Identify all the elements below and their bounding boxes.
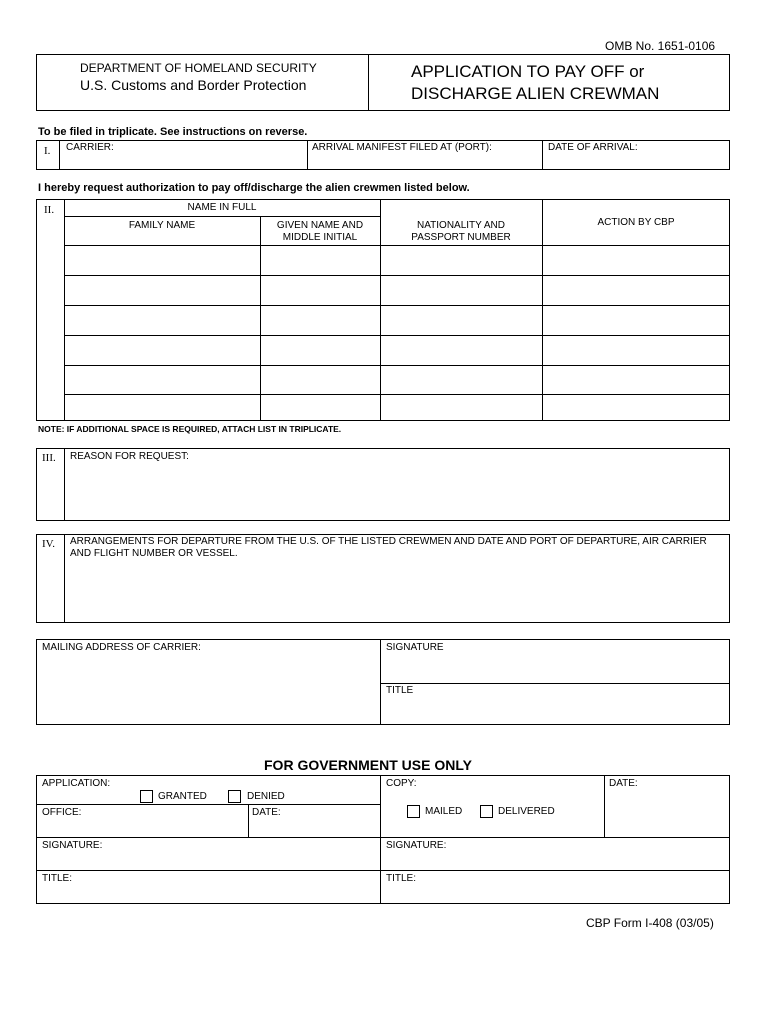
carrier-title-field[interactable]: TITLE (386, 685, 414, 696)
gov-date-field[interactable]: DATE: (609, 778, 638, 789)
gov-title-divider (36, 870, 730, 871)
form-number: CBP Form I-408 (03/05) (586, 916, 714, 930)
nationality-header-line1: NATIONALITY AND (417, 220, 505, 231)
action-by-cbp-header: ACTION BY CBP (597, 217, 675, 228)
nationality-header-line2: PASSPORT NUMBER (411, 232, 511, 243)
additional-space-note: NOTE: IF ADDITIONAL SPACE IS REQUIRED, ATTACH LIST IN TRIPLICATE. (38, 424, 342, 434)
given-name-header-line1: GIVEN NAME AND (276, 220, 364, 231)
row-divider-2 (64, 305, 730, 306)
denied-checkbox[interactable] (228, 790, 241, 803)
gov-application-divider (36, 804, 380, 805)
carrier-block-divider (380, 639, 381, 725)
gov-copy-date-divider (604, 775, 605, 837)
row-divider-1 (64, 275, 730, 276)
section-4-roman: IV. (42, 538, 55, 550)
family-given-divider (260, 216, 261, 421)
carrier-signature-field[interactable]: SIGNATURE (386, 642, 444, 653)
section-1-divider-b (307, 140, 308, 170)
delivered-label: DELIVERED (498, 806, 555, 817)
section-2-roman: II. (44, 204, 55, 216)
gov-signature-right-field[interactable]: SIGNATURE: (386, 840, 447, 851)
carrier-field[interactable]: CARRIER: (66, 142, 114, 153)
section-1-divider-a (59, 140, 60, 170)
department-name: DEPARTMENT OF HOMELAND SECURITY (80, 61, 317, 75)
application-label: APPLICATION: (42, 778, 111, 789)
gov-signature-divider (36, 837, 730, 838)
nationality-action-divider (542, 199, 543, 421)
departure-arrangements-label-line1: ARRANGEMENTS FOR DEPARTURE FROM THE U.S. OF THE LISTED CREWMEN AND DATE AND PORT OF DEPARTURE, AIR CARRIER (70, 536, 707, 547)
gov-signature-left-field[interactable]: SIGNATURE: (42, 840, 103, 851)
section-3-divider (64, 448, 65, 521)
section-2-roman-divider (64, 199, 65, 421)
granted-label: GRANTED (158, 791, 207, 802)
row-divider-5 (64, 394, 730, 395)
granted-checkbox[interactable] (140, 790, 153, 803)
delivered-checkbox[interactable] (480, 805, 493, 818)
table-header-bottom (64, 245, 730, 246)
name-header-divider (64, 216, 380, 217)
reason-for-request-label: REASON FOR REQUEST: (70, 451, 189, 462)
given-name-header-line2: MIDDLE INITIAL (282, 232, 358, 243)
office-field[interactable]: OFFICE: (42, 807, 82, 818)
family-name-header: FAMILY NAME (128, 220, 196, 231)
row-divider-4 (64, 365, 730, 366)
mailed-label: MAILED (425, 806, 463, 817)
section-3-roman: III. (42, 452, 56, 464)
copy-label: COPY: (386, 778, 417, 789)
agency-name: U.S. Customs and Border Protection (80, 77, 307, 93)
name-in-full-header: NAME IN FULL (187, 202, 257, 213)
mailing-address-field[interactable]: MAILING ADDRESS OF CARRIER: (42, 642, 201, 653)
departure-arrangements-label-line2: AND FLIGHT NUMBER OR VESSEL. (70, 548, 238, 559)
arrival-manifest-field[interactable]: ARRIVAL MANIFEST FILED AT (PORT): (312, 142, 492, 153)
mailed-checkbox[interactable] (407, 805, 420, 818)
form-title-line2: DISCHARGE ALIEN CREWMAN (411, 84, 660, 103)
gov-office-date-divider (248, 804, 249, 837)
form-title-line1: APPLICATION TO PAY OFF or (411, 62, 645, 81)
section-1-roman: I. (44, 145, 51, 157)
section-4-divider (64, 534, 65, 623)
government-use-heading: FOR GOVERNMENT USE ONLY (264, 757, 472, 773)
gov-middle-divider (380, 775, 381, 904)
section-1-divider-c (542, 140, 543, 170)
request-statement: I hereby request authorization to pay off/discharge the alien crewmen listed below. (38, 182, 470, 194)
instructions: To be filed in triplicate. See instructions on reverse. (38, 126, 308, 138)
gov-title-left-field[interactable]: TITLE: (42, 873, 73, 884)
signature-title-divider (380, 683, 730, 684)
omb-number: OMB No. 1651-0106 (605, 39, 716, 53)
header-divider (368, 54, 369, 111)
date-of-arrival-field[interactable]: DATE OF ARRIVAL: (548, 142, 638, 153)
gov-title-right-field[interactable]: TITLE: (386, 873, 417, 884)
row-divider-3 (64, 335, 730, 336)
denied-label: DENIED (247, 791, 285, 802)
office-date-field[interactable]: DATE: (252, 807, 281, 818)
